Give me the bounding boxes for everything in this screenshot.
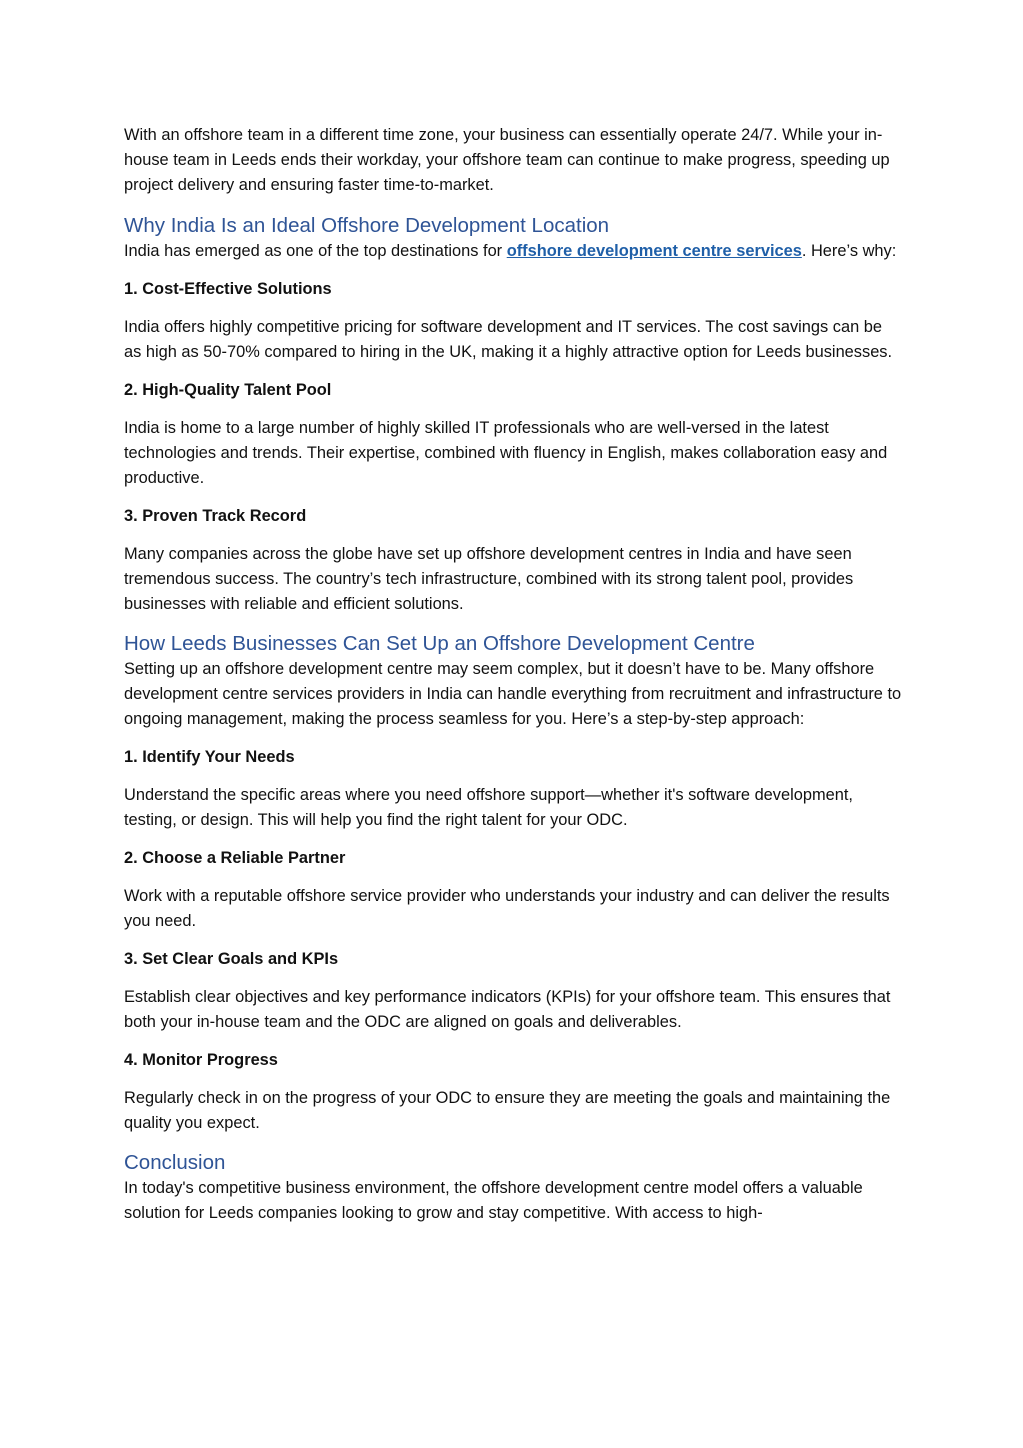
text-reliable-partner: Work with a reputable offshore service provider who understands your industry and can deliver the results you need.	[124, 887, 890, 930]
subhead-talent-pool: 2. High-Quality Talent Pool	[124, 381, 332, 399]
why-india-lead-before: India has emerged as one of the top destinations for	[124, 242, 507, 260]
subhead-reliable-partner: 2. Choose a Reliable Partner	[124, 849, 346, 867]
subhead-track-record: 3. Proven Track Record	[124, 507, 307, 525]
subhead-cost-effective: 1. Cost-Effective Solutions	[124, 280, 332, 298]
subhead-monitor-progress: 4. Monitor Progress	[124, 1051, 278, 1069]
heading-setup: How Leeds Businesses Can Set Up an Offshore Development Centre	[124, 632, 755, 655]
text-goals-kpis: Establish clear objectives and key performance indicators (KPIs) for your offshore team. This ensures that both your in-house team and the ODC are aligned on goals and deliverables.	[124, 988, 891, 1031]
text-track-record: Many companies across the globe have set up offshore development centres in India and have seen tremendous success. The country’s tech infrastructure, combined with its strong talent pool, provides businesses with reliable and efficient solutions.	[124, 545, 854, 613]
intro-paragraph: With an offshore team in a different time zone, your business can essentially operate 24/7. While your in-house team in Leeds ends their workday, your offshore team can continue to make progress, speeding up project delivery and ensuring faster time-to-market.	[124, 126, 890, 194]
setup-lead: Setting up an offshore development centre may seem complex, but it doesn’t have to be. Many offshore development centre services providers in India can handle everything from recruitment and infrastructure to ongoing management, making the process seamless for you. Here’s a step-by-step approach:	[124, 660, 902, 728]
conclusion-text: In today's competitive business environment, the offshore development centre model offers a valuable solution for Leeds companies looking to grow and stay competitive. With access to high-	[124, 1179, 863, 1222]
heading-why-india: Why India Is an Ideal Offshore Development Location	[124, 214, 610, 237]
subhead-goals-kpis: 3. Set Clear Goals and KPIs	[124, 950, 339, 968]
text-monitor-progress: Regularly check in on the progress of your ODC to ensure they are meeting the goals and maintaining the quality you expect.	[124, 1089, 891, 1132]
text-talent-pool: India is home to a large number of highly skilled IT professionals who are well-versed in the latest technologies and trends. Their expertise, combined with fluency in English, makes collaboration easy and productive.	[124, 419, 888, 487]
text-cost-effective: India offers highly competitive pricing for software development and IT services. The cost savings can be as high as 50-70% compared to hiring in the UK, making it a highly attractive option for Leeds businesses.	[124, 318, 893, 361]
heading-conclusion: Conclusion	[124, 1151, 226, 1174]
offshore-services-link[interactable]: offshore development centre services	[506, 242, 802, 260]
why-india-lead-after: . Here’s why:	[801, 242, 897, 260]
why-india-lead	[124, 239, 902, 264]
document-page	[124, 123, 902, 1226]
text-identify-needs: Understand the specific areas where you need offshore support—whether it's software development, testing, or design. This will help you find the right talent for your ODC.	[124, 786, 853, 829]
subhead-identify-needs: 1. Identify Your Needs	[124, 748, 295, 766]
